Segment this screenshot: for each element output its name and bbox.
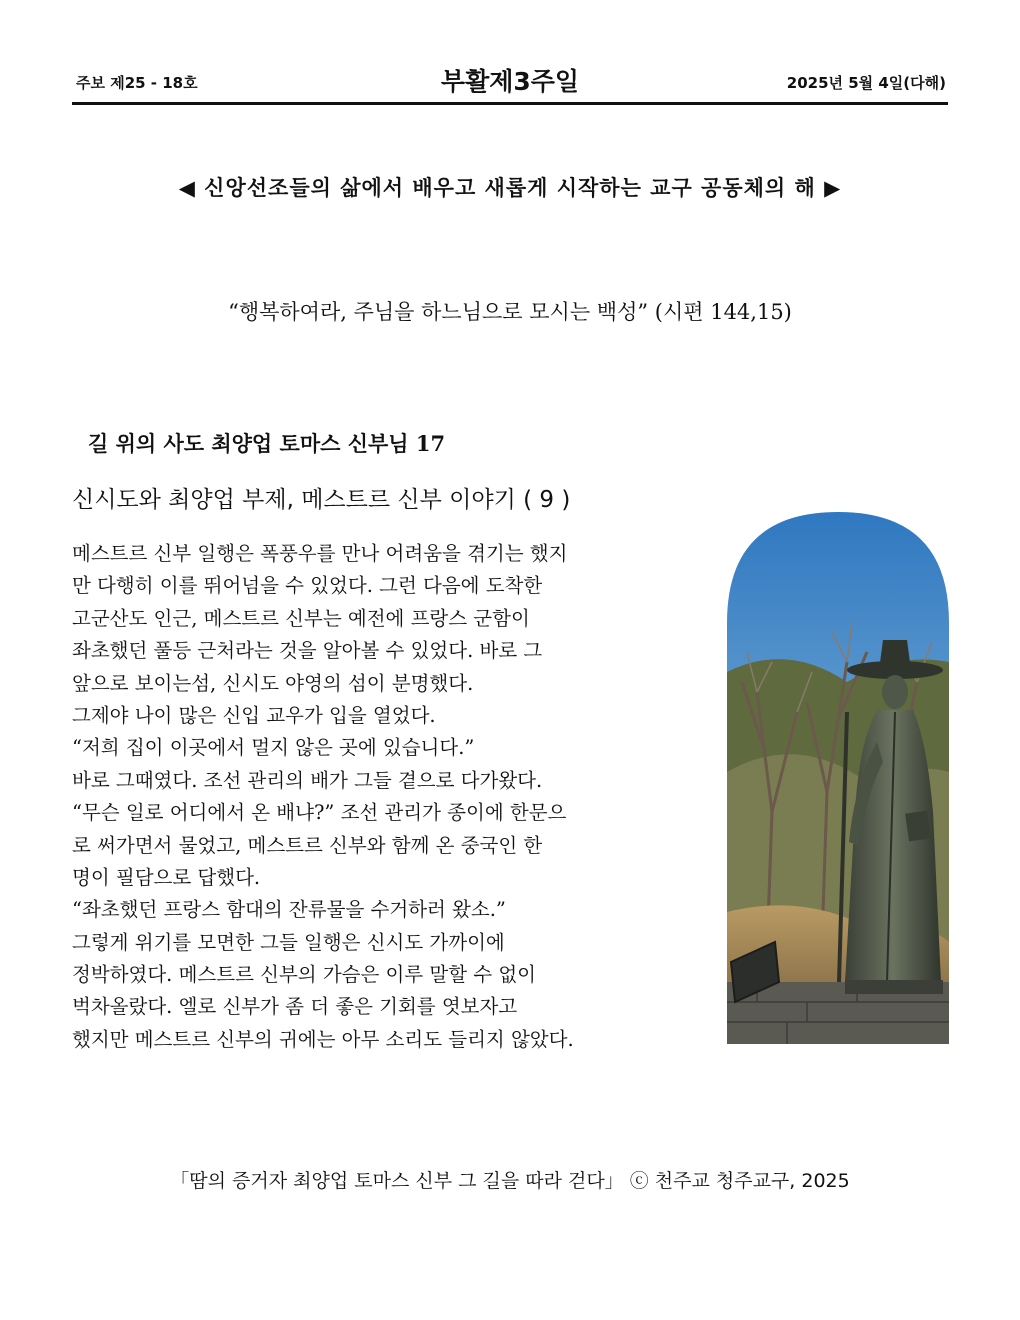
body-line: 그렇게 위기를 모면한 그들 일행은 신시도 가까이에 xyxy=(72,930,505,954)
body-line: 메스트르 신부 일행은 폭풍우를 만나 어려움을 겪기는 했지 xyxy=(72,542,568,565)
body-line: 정박하였다. 메스트르 신부의 가슴은 이루 말할 수 없이 xyxy=(72,963,537,987)
body-line: 고군산도 인근, 메스트르 신부는 예전에 프랑스 군함이 xyxy=(72,606,530,630)
page-header xyxy=(72,62,948,102)
body-line: “좌초했던 프랑스 함대의 잔류물을 수거하러 왔소.” xyxy=(72,898,506,922)
issue-number: 주보 제25 - 18호 xyxy=(76,74,198,92)
body-line: 그제야 나이 많은 신입 교우가 입을 열었다. xyxy=(72,703,436,727)
body-line: 바로 그때였다. 조선 관리의 배가 그들 곁으로 다가왔다. xyxy=(72,768,543,792)
body-line: 앞으로 보이는섬, 신시도 야영의 섬이 분명했다. xyxy=(72,671,474,695)
page-title: 부활제3주일 xyxy=(440,67,580,96)
article-body xyxy=(72,538,712,1056)
footer-source: 「땀의 증거자 최양업 토마스 신부 그 길을 따라 걷다」 ⓒ 천주교 청주교구, 2025 xyxy=(170,1170,850,1192)
body-line: “저희 집이 이곳에서 멀지 않은 곳에 있습니다.” xyxy=(72,736,475,760)
body-line: 로 써가면서 물었고, 메스트르 신부와 함께 온 중국인 한 xyxy=(72,833,543,857)
section-title: 길 위의 사도 최양업 토마스 신부님 17 xyxy=(88,431,446,456)
statue-photo xyxy=(727,512,949,1044)
issue-date: 2025년 5월 4일(다해) xyxy=(786,74,946,92)
article-subtitle: 신시도와 최양업 부제, 메스트르 신부 이야기 ( 9 ) xyxy=(72,487,571,513)
year-theme: ◀ 신앙선조들의 삶에서 배우고 새롭게 시작하는 교구 공동체의 해 ▶ xyxy=(178,176,842,200)
body-line: “무슨 일로 어디에서 온 배냐?” 조선 관리가 종이에 한문으 xyxy=(72,801,567,825)
header-divider xyxy=(72,102,948,105)
body-line: 좌초했던 풀등 근처라는 것을 알아볼 수 있었다. 바로 그 xyxy=(72,639,543,663)
body-line: 벅차올랐다. 엘로 신부가 좀 더 좋은 기회를 엿보자고 xyxy=(72,995,518,1019)
body-line: 명이 필담으로 답했다. xyxy=(72,865,261,889)
bible-verse: “행복하여라, 주님을 하느님으로 모시는 백성” (시편 144,15) xyxy=(228,300,792,324)
body-line: 만 다행히 이를 뛰어넘을 수 있었다. 그런 다음에 도착한 xyxy=(72,574,543,598)
statue-illustration xyxy=(727,512,949,1044)
body-line: 했지만 메스트르 신부의 귀에는 아무 소리도 들리지 않았다. xyxy=(72,1027,574,1051)
